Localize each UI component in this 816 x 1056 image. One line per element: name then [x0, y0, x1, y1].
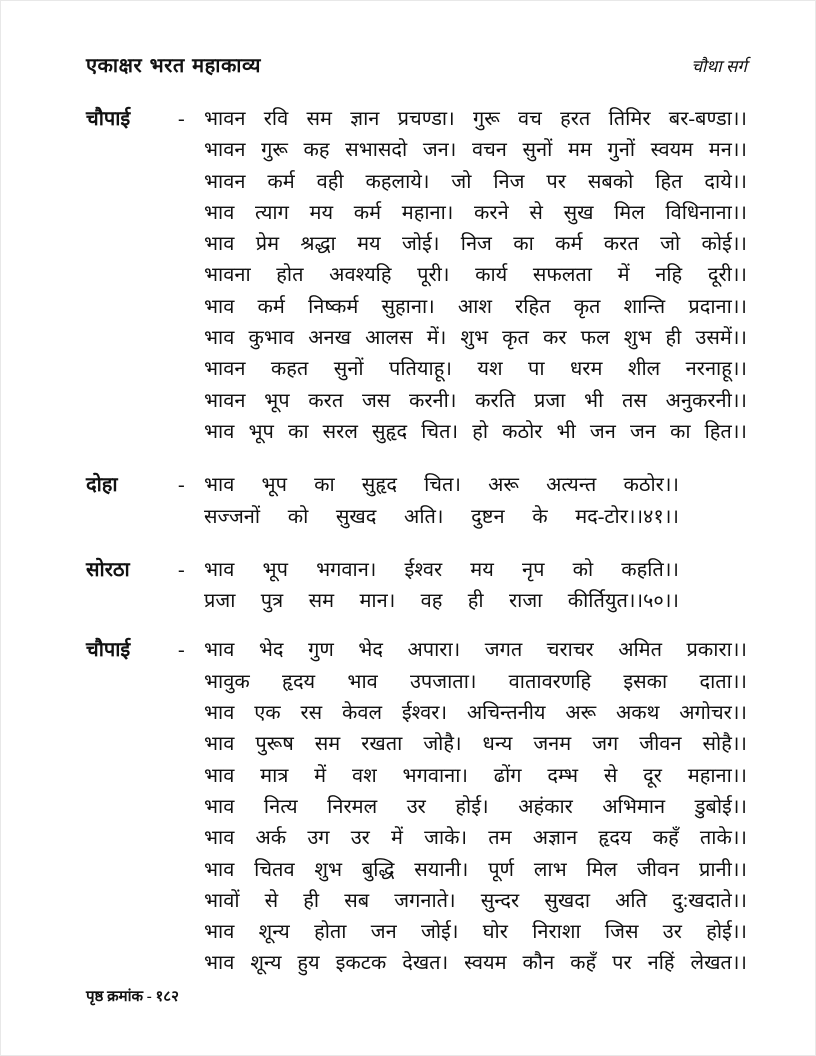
verse-lines	[204, 104, 747, 448]
verse-line: भाव भूप का सरल सुहृद चित। हो कठोर भी जन जन का हित।।	[204, 420, 747, 443]
section-dash: -	[178, 108, 185, 130]
section-label: सोरठा	[86, 558, 130, 581]
verse-line: भाव भूप भगवान। ईश्वर मय नृप को कहति।।	[204, 558, 679, 581]
section-dash: -	[178, 639, 185, 662]
verse-line: भाव नित्य निरमल उर होई। अहंकार अभिमान डुबोई।।	[204, 795, 747, 818]
section-label-column	[86, 635, 204, 666]
verse-lines	[204, 635, 747, 979]
verse-line: भाव कर्म निष्कर्म सुहाना। आश रहित कृत शान्ति प्रदाना।।	[204, 295, 747, 318]
page-footer	[86, 986, 179, 1006]
verse-line: प्रजा पुत्र सम मान। वह ही राजा कीर्तियुत।।५०।।	[204, 590, 679, 613]
verse-line: भाव प्रेम श्रद्धा मय जोई। निज का कर्म करत जो कोई।।	[204, 233, 747, 256]
section-label: दोहा	[86, 474, 118, 497]
verse-line: भाव शून्य हुय इकटक देखत। स्वयम कौन कहँ पर नहिं लेखत।।	[204, 952, 747, 975]
verse-line: भावना होत अवश्यहि पूरी। कार्य सफलता में नहि दूरी।।	[204, 264, 747, 287]
verse-section	[86, 635, 747, 979]
verse-line: भाव पुरूष सम रखता जोहै। धन्य जनम जग जीवन सोहै।।	[204, 733, 747, 756]
verse-line: भाव शून्य होता जन जोई। घोर निराशा जिस उर होई।।	[204, 921, 747, 944]
verse-line: भावों से ही सब जगनाते। सुन्दर सुखदा अति दु:खदाते।।	[204, 889, 747, 912]
verse-line: भाव चितव शुभ बुद्धि सयानी। पूर्ण लाभ मिल जीवन प्रानी।।	[204, 858, 747, 881]
verse-line: भावन कहत सुनों पतियाहू। यश पा धरम शील नरनाहू।।	[204, 358, 747, 381]
section-label-column	[86, 555, 204, 586]
verse-line: भाव भूप का सुहृद चित। अरू अत्यन्त कठोर।।	[204, 474, 679, 497]
section-label-column	[86, 470, 204, 501]
section-label-column	[86, 104, 204, 135]
chapter-title: चौथा सर्ग	[691, 57, 747, 76]
verse-section	[86, 470, 747, 533]
verse-line: भाव भेद गुण भेद अपारा। जगत चराचर अमित प्रकारा।।	[204, 639, 747, 662]
verse-line: भावन भूप करत जस करनी। करति प्रजा भी तस अनुकरनी।।	[204, 389, 747, 412]
section-dash: -	[178, 474, 185, 497]
verse-line: भाव एक रस केवल ईश्वर। अचिन्तनीय अरू अकथ अगोचर।।	[204, 702, 747, 725]
section-label: चौपाई	[86, 108, 131, 130]
verse-line: भाव मात्र में वश भगवाना। ढोंग दम्भ से दूर महाना।।	[204, 764, 747, 787]
verse-line: सज्जनों को सुखद अति। दुष्टन के मद-टोर।।४१।।	[204, 505, 679, 528]
verse-line: भावन गुरू कह सभासदो जन। वचन सुनों मम गुनों स्वयम मन।।	[204, 139, 747, 162]
verse-line: भावुक हृदय भाव उपजाता। वातावरणहि इसका दाता।।	[204, 670, 747, 693]
verse-line: भावन कर्म वही कहलाये। जो निज पर सबको हित दाये।।	[204, 170, 747, 193]
page-number-label: पृष्ठ क्रमांक - १८२	[86, 989, 179, 1005]
verse-section	[86, 104, 747, 448]
verse-line: भावन रवि सम ज्ञान प्रचण्डा। गुरू वच हरत तिमिर बर-बण्डा।।	[204, 108, 747, 130]
verse-section	[86, 555, 747, 618]
verse-line: भाव अर्क उग उर में जाके। तम अज्ञान हृदय कहँ ताके।।	[204, 827, 747, 850]
book-title: एकाक्षर भरत महाकाव्य	[86, 53, 261, 77]
section-label: चौपाई	[86, 639, 131, 662]
verse-lines	[204, 470, 679, 533]
page-header	[86, 51, 747, 78]
section-dash: -	[178, 558, 185, 581]
verse-lines	[204, 555, 679, 618]
verse-line: भाव कुभाव अनख आलस में। शुभ कृत कर फल शुभ ही उसमें।।	[204, 327, 747, 350]
verse-body	[86, 104, 747, 980]
verse-line: भाव त्याग मय कर्म महाना। करने से सुख मिल विधिनाना।।	[204, 201, 747, 224]
